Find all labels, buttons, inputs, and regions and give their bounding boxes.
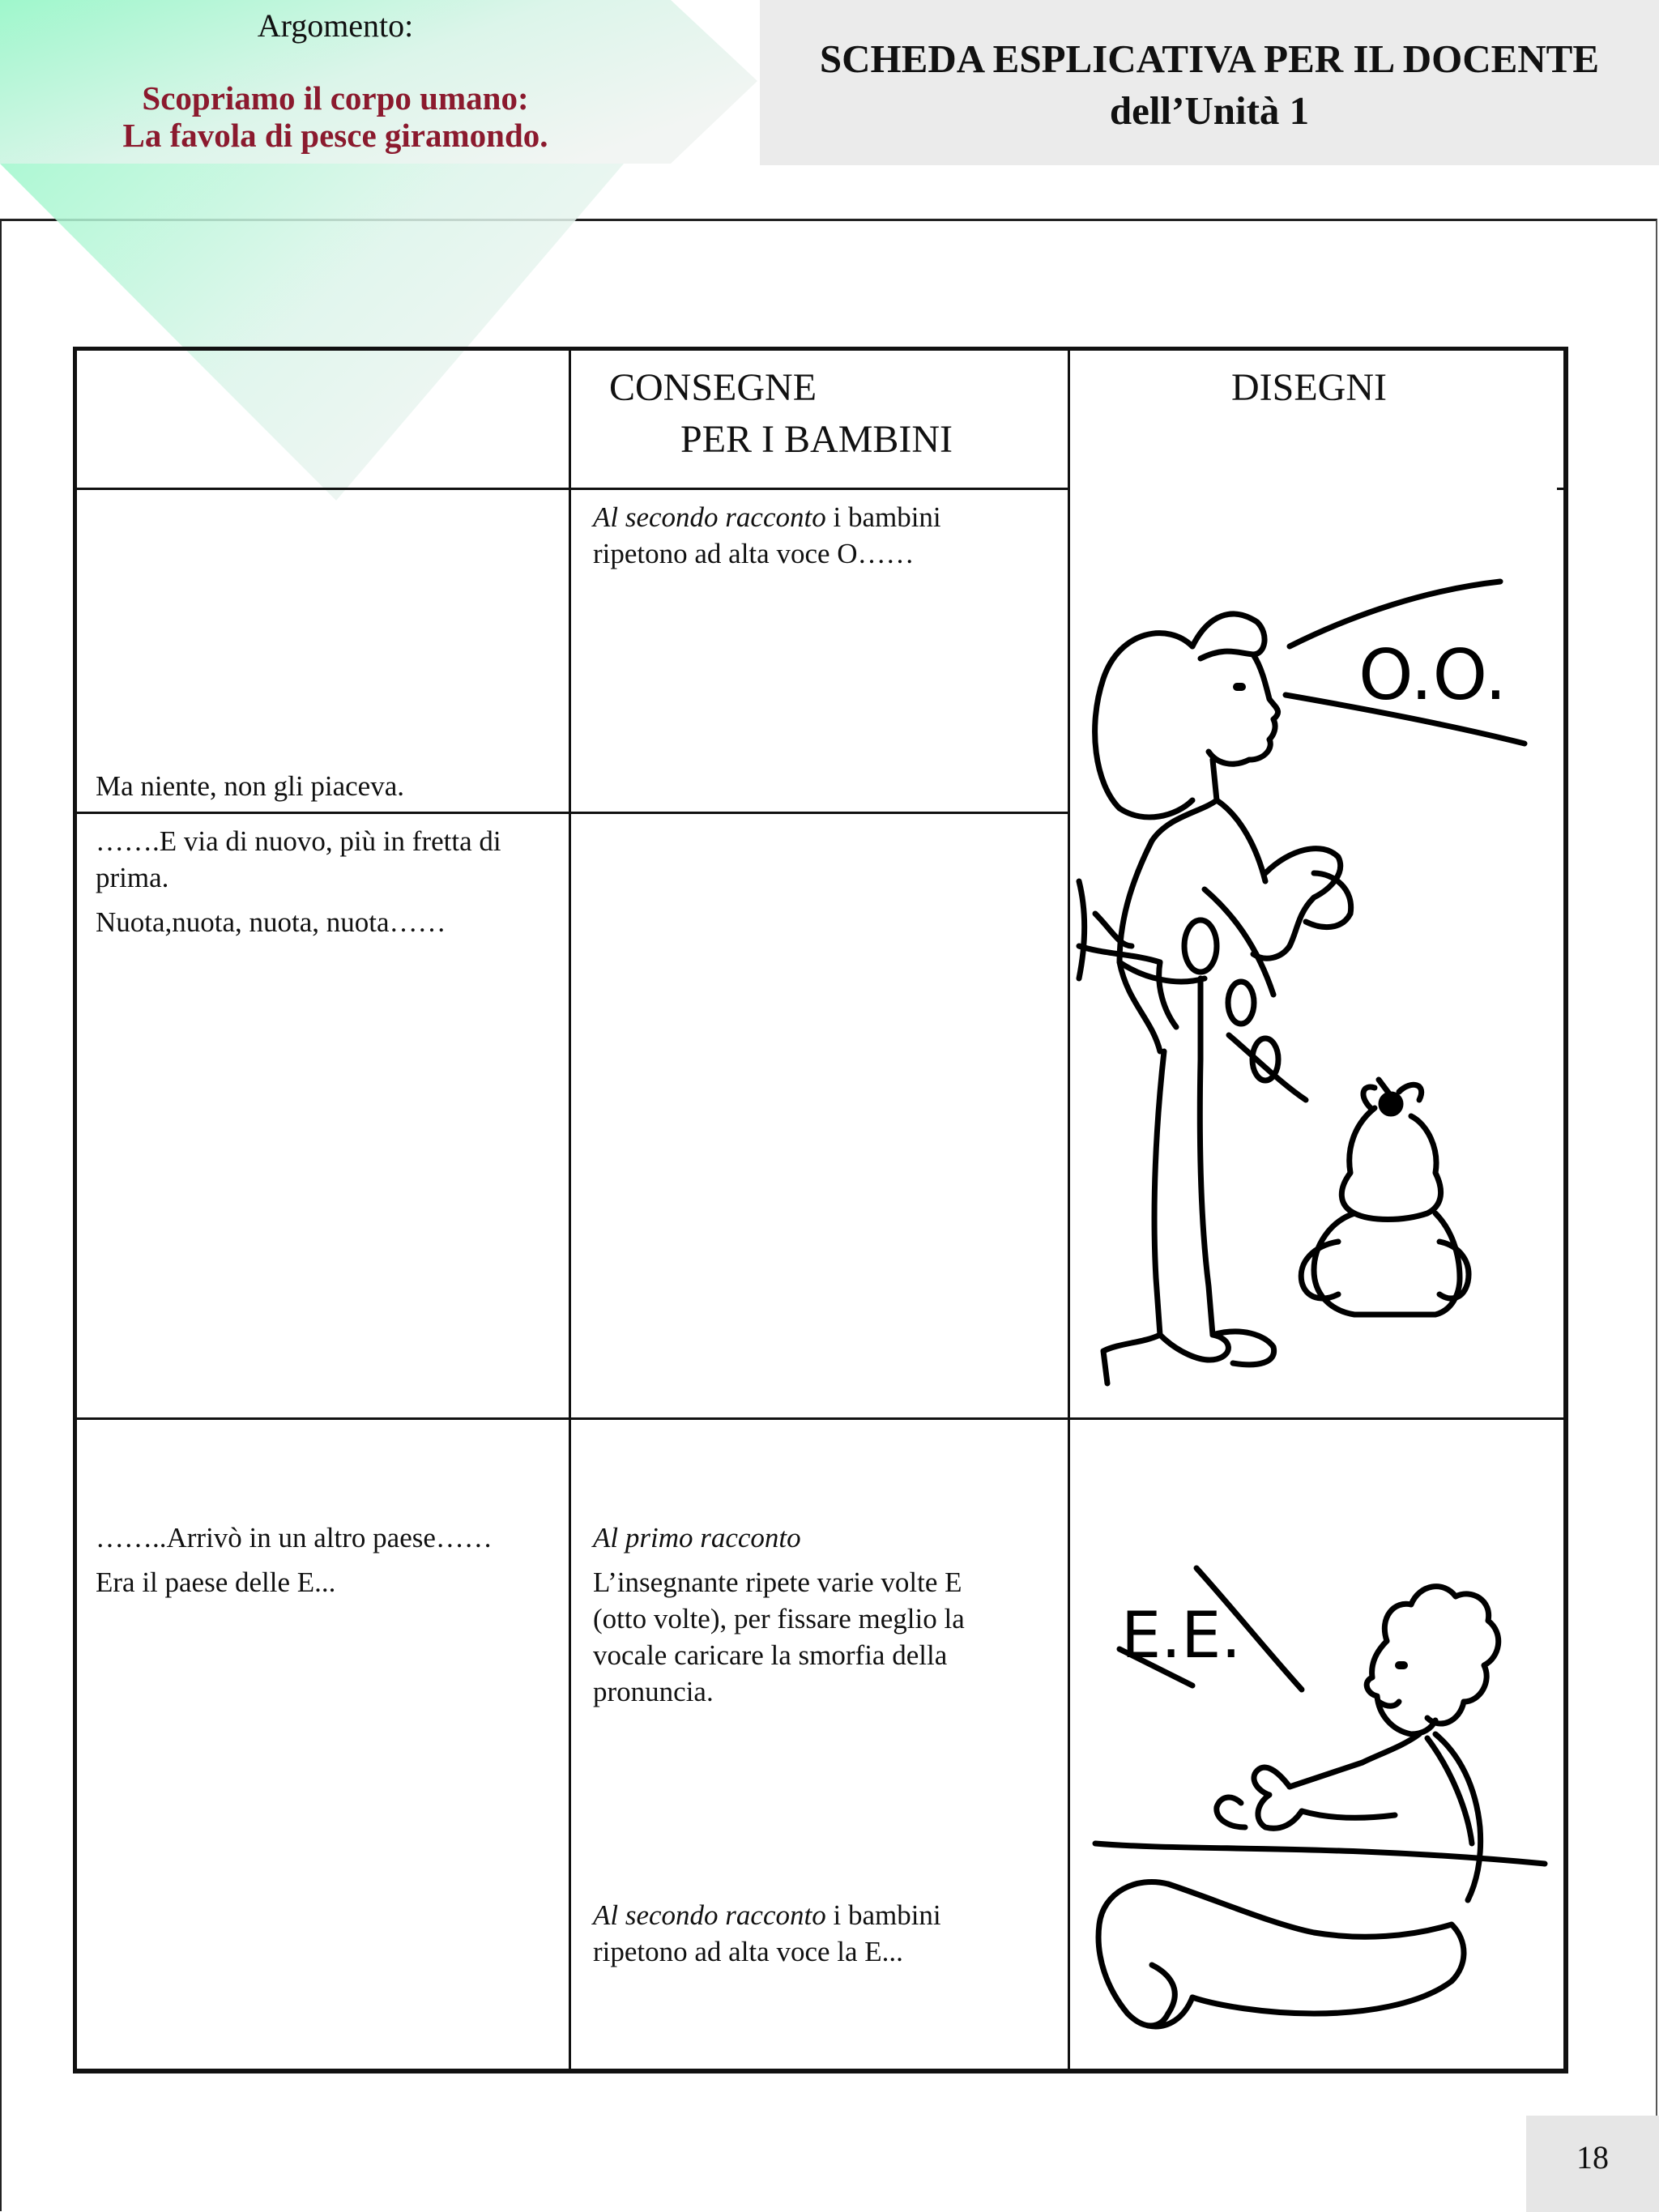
teacher-child-drawing [1071, 492, 1563, 1416]
sheet-title-box [760, 0, 1659, 165]
header-consegne-line2: PER I BAMBINI [680, 418, 953, 461]
row-divider-header [73, 488, 1068, 490]
explanation-table [73, 347, 1568, 2073]
row3-story-line1: ……..Arrivò in un altro paese…… [96, 1522, 493, 1554]
argument-title-line1: Scopriamo il corpo umano: [142, 79, 529, 117]
child-sitting-drawing [1071, 1422, 1563, 2069]
argument-title-line2: La favola di pesce giramondo. [122, 117, 548, 154]
child-torso [1290, 1734, 1419, 1787]
teacher-hair [1095, 633, 1192, 817]
table-border-top [73, 347, 1568, 351]
speech-text-ee: E.E. [1121, 1600, 1242, 1673]
teacher-hands [1253, 849, 1341, 959]
speech-text-oo: O.O. [1358, 635, 1508, 716]
row2-story-line3: Nuota,nuota, nuota, nuota…… [96, 906, 446, 938]
row-divider-1 [73, 812, 1068, 814]
row1-story: Ma niente, non gli piaceva. [96, 770, 404, 802]
argument-title [0, 79, 671, 154]
bubble-o-2 [1228, 982, 1254, 1024]
child-body [1314, 1213, 1460, 1315]
header-disegni: DISEGNI [1231, 366, 1387, 409]
teacher-leg-left [1154, 1051, 1164, 1335]
child-leg-right [1168, 1884, 1464, 2014]
table-border-left [73, 347, 77, 2073]
row2-story-line1: …….E via di nuovo, più in fretta di [96, 825, 501, 857]
teacher-leg-right [1200, 978, 1213, 1335]
child-head [1341, 1108, 1440, 1220]
row3-instructions-second [593, 1897, 1055, 1970]
row3-instructions-first [593, 1519, 1055, 1710]
row-divider-2 [73, 1417, 1568, 1420]
row3-story [96, 1519, 557, 1600]
row2-story-line2: prima. [96, 862, 169, 893]
bubble-o-1 [1184, 920, 1217, 972]
sheet-title-line1: SCHEDA ESPLICATIVA PER IL DOCENTE [819, 36, 1600, 81]
table-border-bottom [73, 2069, 1568, 2073]
row3-instr2-italic: Al secondo racconto [593, 1899, 826, 1931]
row3-instr1-line3: vocale caricare la smorfia della [593, 1639, 948, 1671]
header-consegne-line1: CONSEGNE [609, 366, 817, 409]
column-divider-1 [569, 347, 571, 2073]
child-face [1367, 1641, 1435, 1734]
argument-label: Argomento: [257, 7, 414, 44]
table-border-right [1563, 347, 1568, 2073]
row3-instr1-italic: Al primo racconto [593, 1522, 801, 1554]
column-divider-2 [1068, 347, 1070, 2073]
child-curly-hair [1384, 1587, 1498, 1724]
row3-instr1-line2: (otto volte), per fissare meglio la [593, 1603, 965, 1634]
child-hands [1254, 1767, 1302, 1828]
page-number: 18 [1576, 2139, 1609, 2176]
sheet-title-line2: dell’Unità 1 [1109, 88, 1310, 133]
row3-instr2-rest: i bambini [825, 1899, 941, 1931]
row-divider-header-right [1557, 488, 1568, 490]
row1-instr-italic: Al secondo racconto [593, 501, 826, 533]
child-leg-left [1098, 1882, 1175, 2026]
row3-instr1-line1: L’insegnante ripete varie volte E [593, 1566, 962, 1598]
page-number-box [1526, 2116, 1659, 2212]
row3-instr2-line2: ripetono ad alta voce la E... [593, 1936, 903, 1967]
row2-story [96, 823, 557, 940]
teacher-feet [1103, 1335, 1228, 1383]
row3-story-line2: Era il paese delle E... [96, 1566, 336, 1598]
row1-instr-line2: ripetono ad alta voce O…… [593, 538, 915, 569]
teacher-face [1209, 654, 1278, 764]
row1-instr-rest: i bambini [825, 501, 941, 533]
row3-instr1-line4: pronuncia. [593, 1676, 714, 1707]
row1-instructions [593, 499, 1047, 572]
